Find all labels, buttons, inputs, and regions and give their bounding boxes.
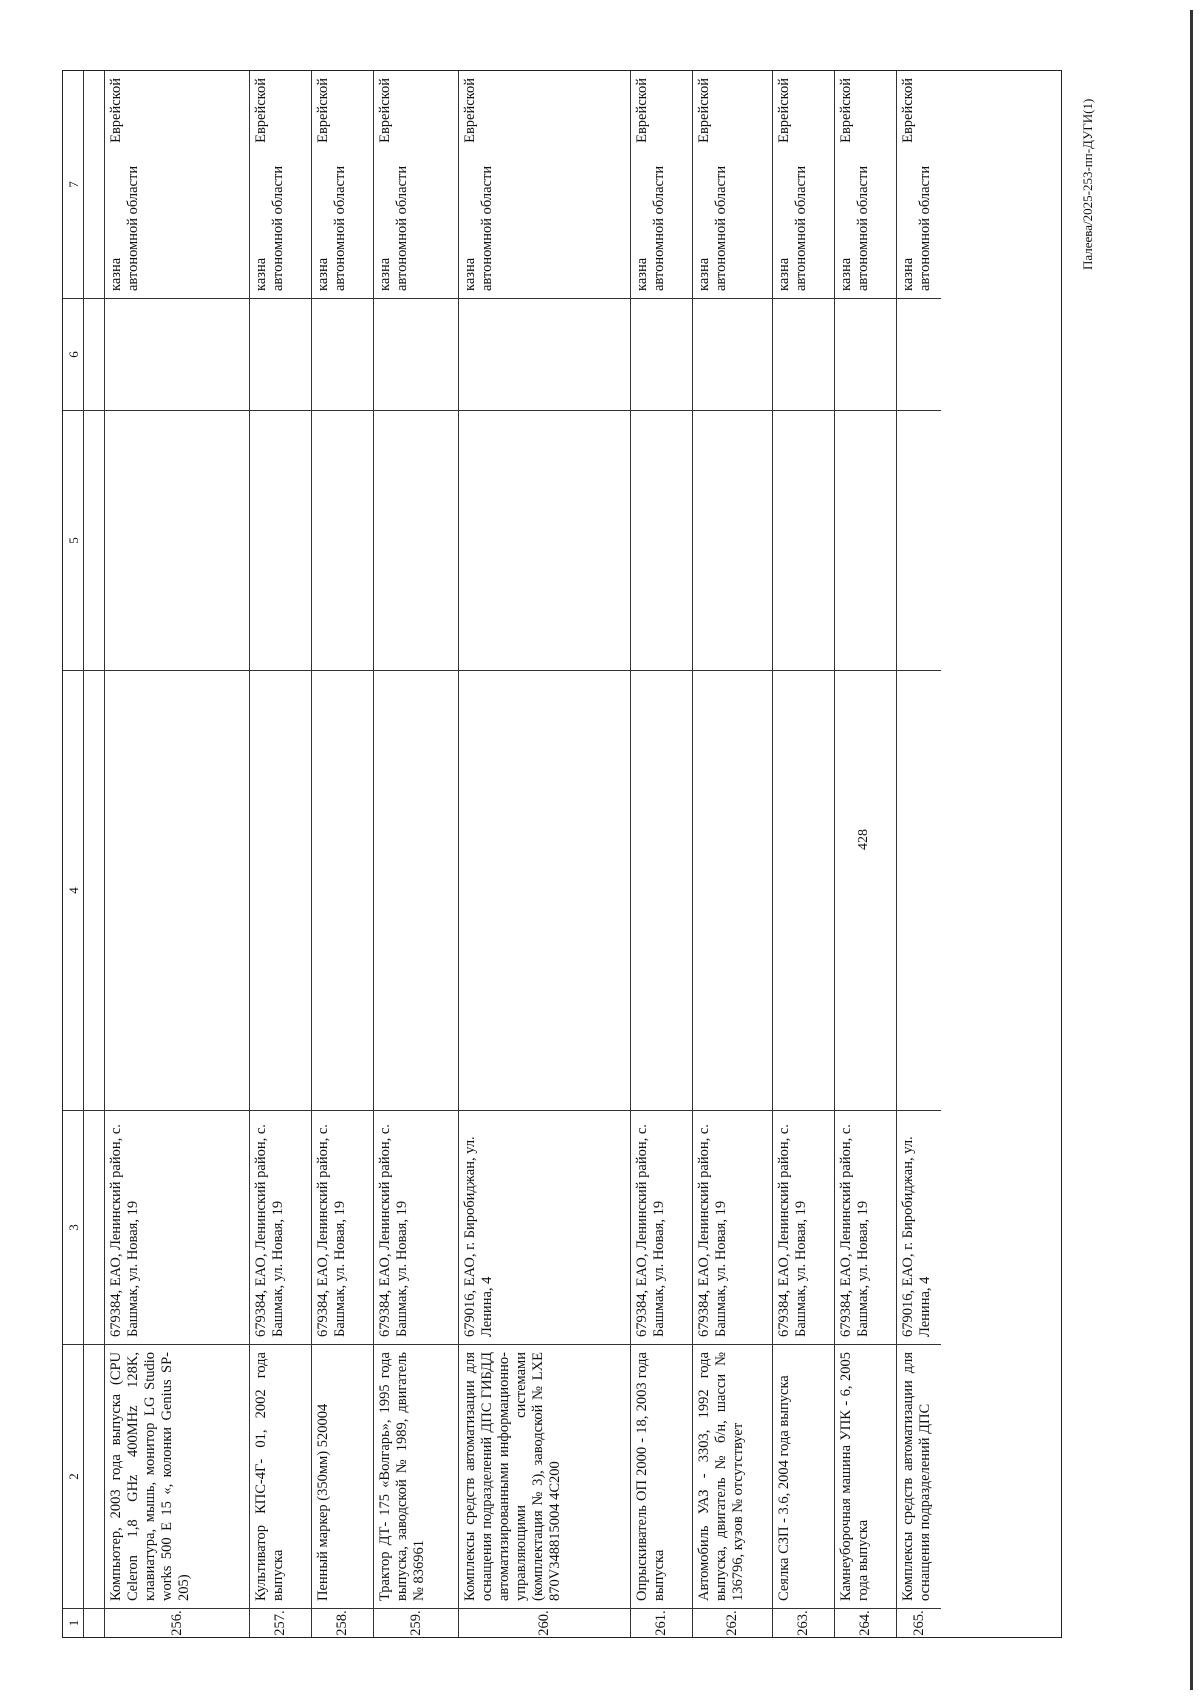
empty-cell: [631, 299, 692, 411]
owner-word-a: казна: [253, 257, 269, 291]
column-number-row: [63, 71, 83, 1637]
spacer-cell: [84, 71, 104, 299]
owner-line-1: [696, 78, 713, 291]
col-number-6: 6: [63, 299, 83, 411]
row-number: 259.: [407, 1610, 424, 1636]
empty-cell: [105, 411, 249, 671]
row-number: 265.: [910, 1610, 927, 1636]
owner-word-b: Еврейской: [900, 78, 916, 143]
item-name: Автомобиль УАЗ - 3303, 1992 года выпуска, двигатель № б/н, шасси № 136796, кузов № отсутствует: [693, 1345, 772, 1609]
empty-cell: [105, 671, 249, 1111]
empty-cell: [773, 299, 834, 411]
page-number: 428: [856, 829, 871, 850]
owner-line-2: автономной области: [479, 165, 495, 291]
owner-line-1: [634, 78, 651, 291]
spacer-cell: [84, 1111, 104, 1345]
row-number: 264.: [857, 1610, 873, 1636]
empty-cell: [773, 671, 834, 1111]
owner-word-b: Еврейской: [776, 78, 792, 143]
spacer-cell: [84, 1345, 104, 1609]
empty-cell: [105, 299, 249, 411]
item-address: 679384, ЕАО, Ленинский район, с. Башмак, ул. Новая, 19: [693, 1111, 772, 1345]
item-name: Пенный маркер (350мм) 520004: [312, 1345, 373, 1609]
item-name: Культиватор КПС-4Г- 01, 2002 года выпуска: [250, 1345, 311, 1609]
item-name: Сеялка СЗП - 3.6, 2004 года выпуска: [773, 1345, 834, 1609]
empty-cell: [312, 671, 373, 1111]
row-number: 258.: [334, 1610, 350, 1636]
owner-word-a: казна: [634, 257, 650, 291]
owner-word-b: Еврейской: [253, 78, 269, 143]
empty-cell: [250, 299, 311, 411]
item-name: Компьютер, 2003 года выпуска (CPU Celeron 1,8 GHz 400MHz 128K, клавиатура, мышь, монитор LG Studio works 500 E 15 «, колонки Genius SP-205): [105, 1345, 249, 1609]
owner-line-2: автономной области: [125, 165, 141, 291]
empty-cell: [631, 671, 692, 1111]
col-number-7: 7: [63, 71, 83, 299]
empty-cell: [897, 411, 941, 671]
empty-cell: [459, 411, 630, 671]
owner-word-a: казна: [377, 257, 393, 291]
empty-cell: [835, 411, 896, 671]
empty-cell: [312, 299, 373, 411]
empty-cell: [250, 671, 311, 1111]
owner-line-1: [462, 78, 479, 291]
item-name: Трактор ДТ- 175 «Волгарь», 1995 года выпуска, заводской № 1989, двигатель № 836961: [374, 1345, 458, 1609]
owner-line-2: автономной области: [332, 165, 348, 291]
empty-cell: [312, 411, 373, 671]
empty-cell: [459, 671, 630, 1111]
empty-cell: [693, 671, 772, 1111]
table-row: [692, 71, 772, 1637]
empty-cell: [250, 411, 311, 671]
row-number: 262.: [724, 1610, 740, 1636]
owner-word-b: Еврейской: [315, 78, 331, 143]
item-address: 679384, ЕАО, Ленинский район, с. Башмак, ул. Новая, 19: [631, 1111, 692, 1345]
spacer-row: [83, 71, 104, 1637]
owner-word-a: казна: [462, 257, 478, 291]
owner-line-2: автономной области: [855, 165, 871, 291]
row-number: 263.: [795, 1610, 811, 1636]
spacer-cell: [84, 411, 104, 671]
spacer-cell: [84, 299, 104, 411]
empty-cell: [897, 671, 941, 1111]
empty-cell: [835, 299, 896, 411]
document-code: Палеева/2025-253-пп-ДУГИ(1): [1080, 98, 1095, 270]
owner-cell: [693, 71, 772, 299]
owner-line-2: автономной области: [651, 165, 667, 291]
col-number-3: 3: [63, 1111, 83, 1345]
table-row: [104, 71, 249, 1637]
owner-line-1: [838, 78, 855, 291]
item-address: 679016, ЕАО, г. Биробиджан, ул. Ленина, 4: [897, 1111, 941, 1345]
owner-word-b: Еврейской: [377, 78, 393, 143]
owner-word-b: Еврейской: [108, 78, 124, 143]
owner-word-b: Еврейской: [696, 78, 712, 143]
owner-cell: [250, 71, 311, 299]
item-name: Камнеуборочная машина УПК - 6, 2005 года выпуска: [835, 1345, 896, 1609]
table-row: [311, 71, 373, 1637]
owner-word-a: казна: [900, 257, 916, 291]
col-number-1: 1: [65, 1619, 81, 1627]
owner-line-2: автономной области: [917, 165, 933, 291]
owner-cell: [374, 71, 458, 299]
item-name: Комплексы средств автоматизации для оснащения подразделений ДПС ГИБДД автоматизированными информационно-управляющими системами (комплектация № 3), заводской № LXE 870V348815004 4C200: [459, 1345, 630, 1609]
owner-word-a: казна: [696, 257, 712, 291]
col-number-2: 2: [63, 1345, 83, 1609]
owner-cell: [459, 71, 630, 299]
table-row: [772, 71, 834, 1637]
scan-edge-line: [1190, 10, 1193, 1690]
item-name: Комплексы средств автоматизации для оснащения подразделений ДПС: [897, 1345, 941, 1609]
item-address: 679384, ЕАО, Ленинский район, с. Башмак, ул. Новая, 19: [312, 1111, 373, 1345]
row-number: 257.: [272, 1610, 288, 1636]
owner-line-2: автономной области: [793, 165, 809, 291]
empty-cell: [374, 411, 458, 671]
owner-line-2: автономной области: [394, 165, 410, 291]
empty-cell: [693, 299, 772, 411]
owner-line-1: [108, 78, 125, 291]
item-address: 679384, ЕАО, Ленинский район, с. Башмак, ул. Новая, 19: [773, 1111, 834, 1345]
owner-cell: [897, 71, 941, 299]
owner-word-a: казна: [108, 257, 124, 291]
owner-line-1: [377, 78, 394, 291]
item-address: 679384, ЕАО, Ленинский район, с. Башмак, ул. Новая, 19: [250, 1111, 311, 1345]
owner-cell: [312, 71, 373, 299]
owner-line-2: автономной области: [270, 165, 286, 291]
owner-cell: [631, 71, 692, 299]
owner-line-1: [315, 78, 332, 291]
col-number-5: 5: [63, 411, 83, 671]
item-address: 679384, ЕАО, Ленинский район, с. Башмак, ул. Новая, 19: [374, 1111, 458, 1345]
owner-line-2: автономной области: [713, 165, 729, 291]
empty-cell: [693, 411, 772, 671]
item-address: 679384, ЕАО, Ленинский район, с. Башмак, ул. Новая, 19: [835, 1111, 896, 1345]
empty-cell: [897, 299, 941, 411]
table-row: [896, 71, 941, 1637]
owner-word-b: Еврейской: [838, 78, 854, 143]
owner-line-1: [776, 78, 793, 291]
property-table: [62, 70, 1062, 1638]
table-row: [630, 71, 692, 1637]
item-name: Опрыскиватель ОП 2000 - 18, 2003 года выпуска: [631, 1345, 692, 1609]
owner-word-b: Еврейской: [462, 78, 478, 143]
owner-line-1: [253, 78, 270, 291]
item-address: 679016, ЕАО, г. Биробиджан, ул. Ленина, 4: [459, 1111, 630, 1345]
owner-word-b: Еврейской: [634, 78, 650, 143]
owner-cell: [773, 71, 834, 299]
empty-cell: [773, 411, 834, 671]
table-row: [458, 71, 630, 1637]
empty-cell: [459, 299, 630, 411]
table-row: [373, 71, 458, 1637]
item-address: 679384, ЕАО, Ленинский район, с. Башмак, ул. Новая, 19: [105, 1111, 249, 1345]
spacer-cell: [84, 671, 104, 1111]
owner-word-a: казна: [776, 257, 792, 291]
table-row: [249, 71, 311, 1637]
col-number-4: 4: [63, 671, 83, 1111]
owner-word-a: казна: [315, 257, 331, 291]
owner-word-a: казна: [838, 257, 854, 291]
empty-cell: [631, 411, 692, 671]
empty-cell: [374, 671, 458, 1111]
row-number: 261.: [653, 1610, 669, 1636]
owner-cell: [835, 71, 896, 299]
table-row: [834, 71, 896, 1637]
owner-cell: [105, 71, 249, 299]
row-number: 256.: [168, 1610, 185, 1636]
empty-cell: [835, 671, 896, 1111]
empty-cell: [374, 299, 458, 411]
spacer-cell: [84, 1609, 104, 1637]
row-number: 260.: [536, 1610, 552, 1636]
owner-line-1: [900, 78, 917, 291]
